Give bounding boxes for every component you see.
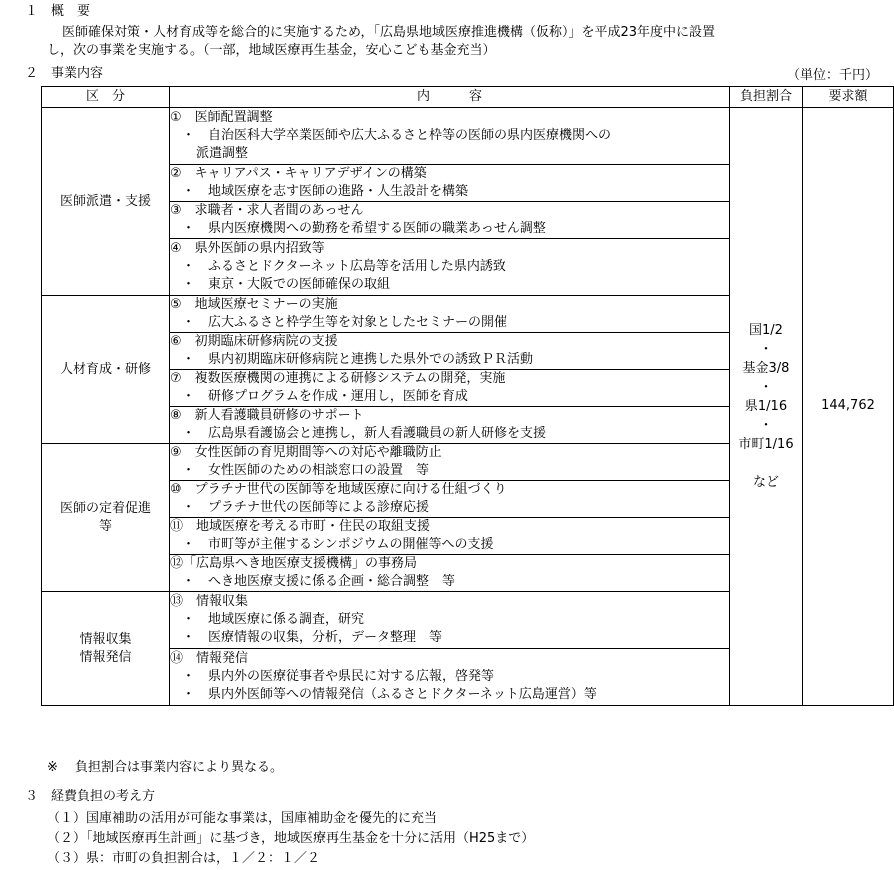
section-1-text-line-1: 医師確保対策・人材育成等を総合的に実施するため，「広島県地域医療推進機構（仮称）」を平成23年度中に設置 (62, 25, 716, 40)
ratio-line: 県1/16 (744, 399, 788, 414)
item-cell (170, 649, 730, 706)
item-cell (170, 370, 730, 407)
section-3-heading: ３ 経費負担の考え方 (25, 789, 156, 804)
item-bullet: ・ 県内医療機関への勤務を希望する医師の職業あっせん調整 (182, 221, 546, 236)
item-bullet: ・ へき地医療支援に係る企画・総合調整 等 (182, 574, 456, 589)
section-3-item-1: （１）国庫補助の活用が可能な事業は，国庫補助金を優先的に充当 (47, 811, 438, 826)
item-bullet: ・ 研修プログラムを作成・運用し，医師を育成 (182, 389, 468, 404)
category-label: 情報発信 (79, 649, 132, 665)
category-cell (42, 444, 170, 592)
item-cell (170, 592, 730, 649)
section-3-item-3: （３）県：市町の負担割合は，１／２：１／２ (47, 851, 321, 866)
item-title: ② キャリアパス・キャリアデザインの構築 (170, 166, 427, 181)
item-bullet: ・ 広大ふるさと枠学生等を対象としたセミナーの開催 (182, 315, 508, 330)
item-bullet: ・ 東京・大阪での医師確保の取組 (182, 277, 391, 292)
ratio-line: ・ (759, 418, 773, 433)
item-bullet: ・ プラチナ世代の医師等による診療応援 (182, 500, 430, 515)
item-cell (170, 296, 730, 333)
category-label: 等 (98, 518, 112, 534)
item-bullet: ・ 広島県看護協会と連携し，新人看護職員の新人研修を支援 (182, 426, 547, 441)
item-cell (170, 333, 730, 370)
ratio-note: ※ 負担割合は事業内容により異なる。 (47, 760, 284, 775)
amount-cell: 144,762 (803, 108, 894, 706)
ratio-line: 国1/2 (749, 323, 783, 338)
item-title: ⑦ 複数医療機関の連携による研修システムの開発，実施 (170, 371, 506, 386)
item-title: ⑧ 新人看護職員研修のサポート (170, 408, 364, 423)
ratio-line: など (752, 475, 779, 490)
item-cell (170, 407, 730, 444)
category-cell (42, 296, 170, 444)
item-bullet: ・ 医療情報の収集，分析，データ整理 等 (182, 630, 443, 645)
item-cell (170, 518, 730, 555)
item-cell (170, 165, 730, 202)
item-title: ⑭ 情報発信 (170, 651, 249, 666)
ratio-line: ・ (759, 380, 773, 395)
item-cell (170, 202, 730, 239)
item-title: ⑤ 地域医療セミナーの実施 (170, 297, 338, 312)
ratio-line (730, 454, 802, 473)
item-title: ⑪ 地域医療を考える市町・住民の取組支援 (170, 519, 431, 534)
item-title: ⑬ 情報収集 (170, 594, 249, 609)
header-ratio: 負担割合 (730, 87, 803, 108)
item-bullet: ・ 県内初期臨床研修病院と連携した県外での誘致ＰＲ活動 (182, 352, 534, 367)
item-title: ① 医師配置調整 (170, 110, 273, 125)
item-title: ③ 求職者・求人者間のあっせん (170, 203, 364, 218)
header-content: 内 容 (170, 87, 730, 108)
item-title: ⑫「広島県へき地医療支援機構」の事務局 (170, 556, 418, 571)
item-bullet: ・ ふるさとドクターネット広島等を活用した県内誘致 (182, 259, 506, 274)
header-category: 区 分 (42, 87, 170, 108)
category-cell (42, 592, 170, 706)
item-title: ⑨ 女性医師の育児期間等への対応や離職防止 (170, 445, 442, 460)
table-row (42, 108, 894, 165)
item-bullet: ・ 地域医療を志す医師の進路・人生設計を構築 (182, 184, 469, 199)
unit-label: （単位：千円） (787, 68, 879, 83)
ratio-line: 市町1/16 (738, 437, 794, 452)
ratio-line: 基金3/8 (742, 361, 790, 376)
item-cell (170, 444, 730, 481)
item-cell (170, 555, 730, 592)
item-title: ⑥ 初期臨床研修病院の支援 (170, 334, 338, 349)
item-bullet: ・ 県内外医師等への情報発信（ふるさとドクターネット広島運営）等 (182, 687, 597, 702)
item-bullet: ・ 市町等が主催するシンポジウムの開催等への支援 (182, 537, 494, 552)
section-1-heading: １ 概 要 (25, 4, 91, 19)
ratio-cell (730, 108, 803, 706)
item-bullet: ・ 自治医科大学卒業医師や広大ふるさと枠等の医師の県内医療機関への (182, 128, 612, 143)
section-2-heading: ２ 事業内容 (25, 66, 104, 81)
item-bullet-continuation: 派遣調整 (196, 146, 249, 161)
category-label: 情報収集 (79, 631, 132, 647)
table-header-row (42, 87, 894, 108)
category-label: 人材育成・研修 (59, 361, 151, 377)
section-3-item-2: （２）「地域医療再生計画」に基づき，地域医療再生基金を十分に活用（H25まで） (47, 831, 535, 846)
item-title: ⑩ プラチナ世代の医師等を地域医療に向ける仕組づくり (170, 482, 507, 497)
category-label: 医師の定着促進 (59, 500, 151, 516)
item-bullet: ・ 県内外の医療従事者や県民に対する広報，啓発等 (182, 669, 495, 684)
category-label: 医師派遣・支援 (59, 193, 151, 209)
item-bullet: ・ 女性医師のための相談窓口の設置 等 (182, 463, 430, 478)
project-table (41, 86, 894, 706)
item-cell (170, 108, 730, 165)
section-1-text-line-2: し，次の事業を実施する。（一部，地域医療再生基金，安心こども基金充当） (47, 43, 496, 58)
ratio-line: ・ (759, 342, 773, 357)
item-title: ④ 県外医師の県内招致等 (170, 241, 325, 256)
item-bullet: ・ 地域医療に係る調査，研究 (182, 612, 365, 627)
item-cell (170, 481, 730, 518)
category-cell (42, 108, 170, 296)
header-amount: 要求額 (803, 87, 894, 108)
item-cell (170, 239, 730, 296)
